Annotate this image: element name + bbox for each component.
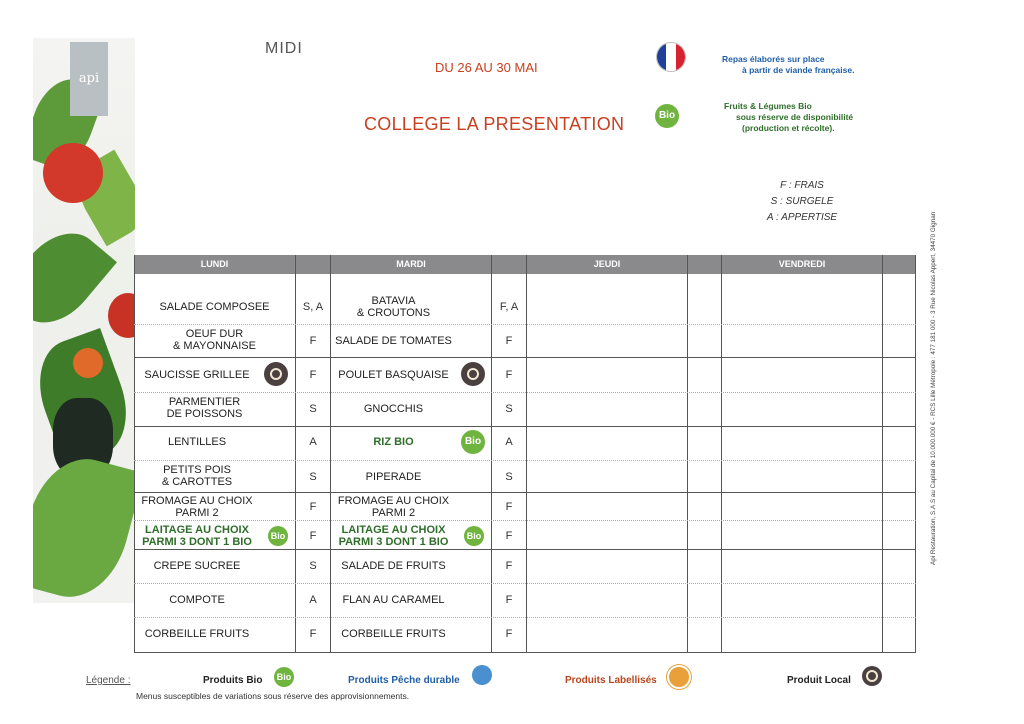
bio-note-line2: sous réserve de disponibilité <box>736 112 854 122</box>
legend-bio: Produits Bio <box>203 675 263 686</box>
legend-local: Produit Local <box>787 675 851 686</box>
mardi-dish: PIPERADE <box>365 471 422 483</box>
lundi-code: A <box>309 594 317 606</box>
mardi-code: F <box>505 560 513 572</box>
footer-note: Menus susceptibles de variations sous réserve des approvisionnements. <box>136 691 410 701</box>
lundi-code: S <box>309 471 317 483</box>
lundi-code: F <box>309 501 317 513</box>
lundi-dish: OEUF DUR & MAYONNAISE <box>173 328 256 352</box>
mardi-dish: SALADE DE TOMATES <box>335 335 452 347</box>
lundi-code: F <box>309 369 317 381</box>
mardi-dish: CORBEILLE FRUITS <box>341 628 446 640</box>
lundi-code: F <box>309 628 317 640</box>
bio-badge-icon: Bio <box>464 526 484 546</box>
lundi-dish: CREPE SUCREE <box>153 560 241 572</box>
legend-label: Légende : <box>86 675 131 686</box>
lundi-code: F <box>309 335 317 347</box>
legal-text: Api Restauration, S.A.S au Capital de 10.000.000 € - RCS Lille Métropole : 477 181 000 - 3 Rue Nicolas Appert, 34470 Gignan <box>930 211 937 565</box>
lundi-dish: LENTILLES <box>167 436 227 448</box>
lundi-dish: SALADE COMPOSEE <box>159 301 270 313</box>
mardi-code: F <box>505 594 513 606</box>
header-lundi-code <box>296 255 330 274</box>
lundi-dish-bio: LAITAGE AU CHOIX PARMI 3 DONT 1 BIO <box>142 524 252 548</box>
mardi-code: S <box>505 471 513 483</box>
code-frais: F : FRAIS <box>780 180 824 191</box>
lundi-code: F <box>309 530 317 542</box>
header-mardi: MARDI <box>331 255 491 274</box>
mardi-code: F <box>505 335 513 347</box>
mardi-code: F <box>505 369 513 381</box>
api-logo: api <box>70 42 108 116</box>
decorative-food-photo <box>33 38 135 603</box>
mardi-code: S <box>505 403 513 415</box>
header-jeudi-code <box>688 255 721 274</box>
date-range: DU 26 AU 30 MAI <box>435 60 538 75</box>
header-vendredi-code <box>883 255 916 274</box>
legend-labellises: Produits Labellisés <box>565 675 657 686</box>
viande-note-line2: à partir de viande française. <box>742 65 855 75</box>
bio-note <box>724 101 853 134</box>
lundi-dish: PARMENTIER DE POISSONS <box>166 396 243 420</box>
produit-local-icon <box>461 362 485 391</box>
mardi-dish: SALADE DE FRUITS <box>341 560 446 572</box>
lundi-dish: FROMAGE AU CHOIX PARMI 2 <box>141 495 253 519</box>
menu-table <box>134 255 916 653</box>
code-appertise: A : APPERTISE <box>766 212 838 223</box>
mardi-code: F, A <box>499 301 519 313</box>
mardi-dish-bio: RIZ BIO <box>373 436 414 448</box>
code-surgele: S : SURGELE <box>770 196 834 207</box>
lundi-dish: SAUCISSE GRILLEE <box>144 369 250 381</box>
bio-badge-icon: Bio <box>655 104 679 128</box>
lundi-code: A <box>309 436 317 448</box>
meal-title: MIDI <box>265 40 303 57</box>
lundi-dish: PETITS POIS & CAROTTES <box>161 464 233 488</box>
mardi-code: F <box>505 628 513 640</box>
mardi-dish-bio: LAITAGE AU CHOIX PARMI 3 DONT 1 BIO <box>338 524 449 548</box>
mardi-dish: FLAN AU CARAMEL <box>342 594 445 606</box>
legend-peche: Produits Pêche durable <box>348 675 460 686</box>
label-medal-icon <box>667 665 691 689</box>
mardi-dish: BATAVIA & CROUTONS <box>356 295 431 319</box>
mardi-code: F <box>505 501 513 513</box>
mardi-dish: POULET BASQUAISE <box>338 369 449 381</box>
handwritten-codes <box>762 178 842 226</box>
bio-badge-icon: Bio <box>461 430 485 454</box>
bio-badge-icon: Bio <box>268 526 288 546</box>
mardi-dish: GNOCCHIS <box>363 403 424 415</box>
produit-local-icon <box>264 362 288 391</box>
lundi-code: S, A <box>302 301 324 313</box>
produit-local-icon <box>862 666 882 691</box>
bio-badge-icon: Bio <box>274 667 294 687</box>
lundi-code: S <box>309 560 317 572</box>
mardi-code: F <box>505 530 513 542</box>
lundi-dish: COMPOTE <box>169 594 225 606</box>
viande-note-line1: Repas élaborés sur place <box>722 54 825 64</box>
lundi-code: S <box>309 403 317 415</box>
fish-icon <box>472 665 492 685</box>
header-vendredi: VENDREDI <box>722 255 882 274</box>
french-flag-icon <box>656 42 686 72</box>
mardi-dish: FROMAGE AU CHOIX PARMI 2 <box>337 495 450 519</box>
lundi-dish: CORBEILLE FRUITS <box>144 628 250 640</box>
bio-note-line3: (production et récolte). <box>742 123 835 133</box>
school-name: COLLEGE LA PRESENTATION <box>364 114 625 134</box>
mardi-code: A <box>505 436 513 448</box>
bio-note-line1: Fruits & Légumes Bio <box>724 101 812 111</box>
viande-note <box>722 54 854 76</box>
header-jeudi: JEUDI <box>527 255 687 274</box>
header-mardi-code <box>492 255 526 274</box>
header-lundi: LUNDI <box>134 255 295 274</box>
